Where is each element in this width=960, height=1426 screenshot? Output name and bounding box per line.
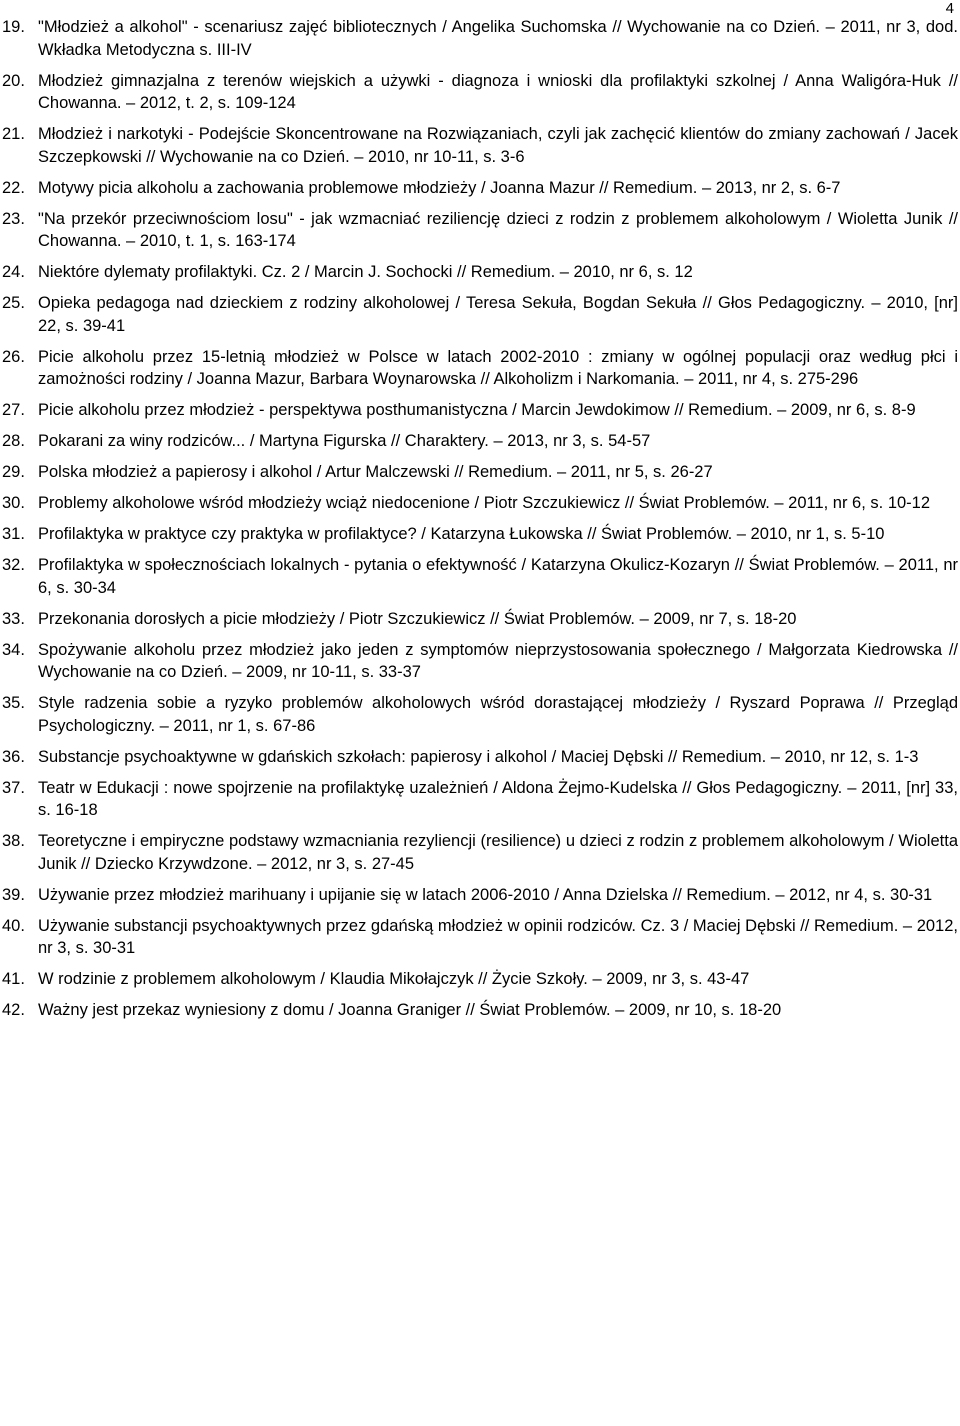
entry-text: "Na przekór przeciwnościom losu" - jak wzmacniać reziliencję dzieci z rodzin z problemem alkoholowym / Wioletta Junik // Chowanna. – 2010, t. 1, s. 163-174 [38,209,958,250]
entry-text: Picie alkoholu przez 15-letnią młodzież w Polsce w latach 2002-2010 : zmiany w ogólnej populacji oraz według płci i zamożności rodziny / Joanna Mazur, Barbara Woynarowska // Alkoholizm i Narkomania. – 2011, nr 4, s. 275-296 [38,347,958,388]
bibliography-entry [0,777,960,822]
entry-number: 38. [2,832,25,850]
bibliography-entry [0,608,960,631]
page-number: 4 [945,0,954,17]
entry-number: 40. [2,916,25,935]
entry-text: Teatr w Edukacji : nowe spojrzenie na profilaktykę uzależnień / Aldona Żejmo-Kudelska // Głos Pedagogiczny. – 2011, [nr] 33, s. 16-18 [38,778,958,819]
entry-text: "Młodzież a alkohol" - scenariusz zajęć bibliotecznych / Angelika Suchomska // Wychowanie na co Dzień. – 2011, nr 3, dod. Wkładka Metodyczna s. III-IV [38,18,958,59]
entry-number: 31. [2,525,25,543]
entry-number: 32. [2,556,25,574]
entry-number: 37. [2,778,25,797]
entry-number: 22. [2,178,25,197]
entry-number: 19. [2,18,25,36]
bibliography-entry [0,261,960,284]
bibliography-entry [0,999,960,1022]
bibliography-list [0,16,960,1030]
bibliography-entry [0,70,960,115]
entry-number: 29. [2,463,25,481]
entry-text: Młodzież gimnazjalna z terenów wiejskich a używki - diagnoza i wnioski dla profilaktyki szkolnej / Anna Waligóra-Huk // Chowanna. – 2012, t. 2, s. 109-124 [38,71,958,112]
bibliography-entry [0,430,960,453]
entry-text: Używanie substancji psychoaktywnych przez gdańską młodzież w opinii rodziców. Cz. 3 / Maciej Dębski // Remedium. – 2012, nr 3, s. 30-31 [38,916,958,957]
bibliography-entry [0,292,960,337]
entry-text: Opieka pedagoga nad dzieckiem z rodziny alkoholowej / Teresa Sekuła, Bogdan Sekuła // Głos Pedagogiczny. – 2010, [nr] 22, s. 39-41 [38,294,958,335]
bibliography-entry [0,884,960,907]
entry-number: 20. [2,71,25,90]
entry-number: 39. [2,885,25,904]
entry-text: Profilaktyka w społecznościach lokalnych - pytania o efektywność / Katarzyna Okulicz-Kozaryn // Świat Problemów. – 2011, nr 6, s. 30-34 [38,556,958,597]
entry-number: 23. [2,209,25,228]
entry-text: Przekonania dorosłych a picie młodzieży / Piotr Szczukiewicz // Świat Problemów. – 2009, nr 7, s. 18-20 [38,609,797,628]
entry-number: 25. [2,294,25,312]
bibliography-entry [0,16,960,61]
entry-number: 27. [2,401,25,419]
bibliography-entry [0,523,960,546]
bibliography-entry [0,346,960,391]
entry-text: Pokarani za winy rodziców... / Martyna Figurska // Charaktery. – 2013, nr 3, s. 54-57 [38,432,651,450]
bibliography-entry [0,830,960,875]
entry-text: Picie alkoholu przez młodzież - perspektywa posthumanistyczna / Marcin Jewdokimow // Remedium. – 2009, nr 6, s. 8-9 [38,401,916,419]
entry-number: 26. [2,347,25,366]
entry-text: Ważny jest przekaz wyniesiony z domu / Joanna Graniger // Świat Problemów. – 2009, nr 10, s. 18-20 [38,1001,782,1019]
bibliography-entry [0,399,960,422]
bibliography-entry [0,177,960,200]
bibliography-entry [0,968,960,991]
bibliography-entry [0,639,960,684]
entry-number: 28. [2,432,25,450]
entry-text: Style radzenia sobie a ryzyko problemów alkoholowych wśród dorastającej młodzieży / Ryszard Poprawa // Przegląd Psychologiczny. – 2011, nr 1, s. 67-86 [38,694,958,735]
entry-text: Problemy alkoholowe wśród młodzieży wciąż niedocenione / Piotr Szczukiewicz // Świat Problemów. – 2011, nr 6, s. 10-12 [38,494,931,512]
entry-number: 24. [2,263,25,281]
bibliography-entry [0,746,960,769]
entry-number: 41. [2,970,25,988]
entry-number: 21. [2,125,25,143]
entry-text: Młodzież i narkotyki - Podejście Skoncentrowane na Rozwiązaniach, czyli jak zachęcić klientów do zmiany zachowań / Jacek Szczepkowski // Wychowanie na co Dzień. – 2010, nr 10-11, s. 3-6 [38,125,958,166]
bibliography-entry [0,915,960,960]
bibliography-entry [0,461,960,484]
bibliography-entry [0,554,960,599]
entry-text: Spożywanie alkoholu przez młodzież jako jeden z symptomów nieprzystosowania społecznego / Małgorzata Kiedrowska // Wychowanie na co Dzień. – 2009, nr 10-11, s. 33-37 [38,640,958,681]
bibliography-entry [0,208,960,253]
entry-text: W rodzinie z problemem alkoholowym / Klaudia Mikołajczyk // Życie Szkoły. – 2009, nr 3, s. 43-47 [38,970,750,988]
entry-text: Niektóre dylematy profilaktyki. Cz. 2 / Marcin J. Sochocki // Remedium. – 2010, nr 6, s. 12 [38,263,693,281]
entry-number: 36. [2,747,25,766]
entry-number: 35. [2,694,25,712]
entry-number: 42. [2,1001,25,1019]
entry-number: 34. [2,640,25,659]
entry-text: Używanie przez młodzież marihuany i upijanie się w latach 2006-2010 / Anna Dzielska // Remedium. – 2012, nr 4, s. 30-31 [38,885,933,904]
entry-text: Polska młodzież a papierosy i alkohol / Artur Malczewski // Remedium. – 2011, nr 5, s. 26-27 [38,463,713,481]
entry-text: Profilaktyka w praktyce czy praktyka w profilaktyce? / Katarzyna Łukowska // Świat Problemów. – 2010, nr 1, s. 5-10 [38,525,885,543]
entry-number: 30. [2,494,25,512]
bibliography-entry [0,123,960,168]
entry-text: Motywy picia alkoholu a zachowania problemowe młodzieży / Joanna Mazur // Remedium. – 2013, nr 2, s. 6-7 [38,178,841,197]
entry-text: Substancje psychoaktywne w gdańskich szkołach: papierosy i alkohol / Maciej Dębski // Remedium. – 2010, nr 12, s. 1-3 [38,747,919,766]
bibliography-entry [0,492,960,515]
entry-number: 33. [2,609,25,628]
entry-text: Teoretyczne i empiryczne podstawy wzmacniania rezyliencji (resilience) u dzieci z rodzin z problemem alkoholowym / Wioletta Junik // Dziecko Krzywdzone. – 2012, nr 3, s. 27-45 [38,832,958,873]
bibliography-entry [0,692,960,737]
